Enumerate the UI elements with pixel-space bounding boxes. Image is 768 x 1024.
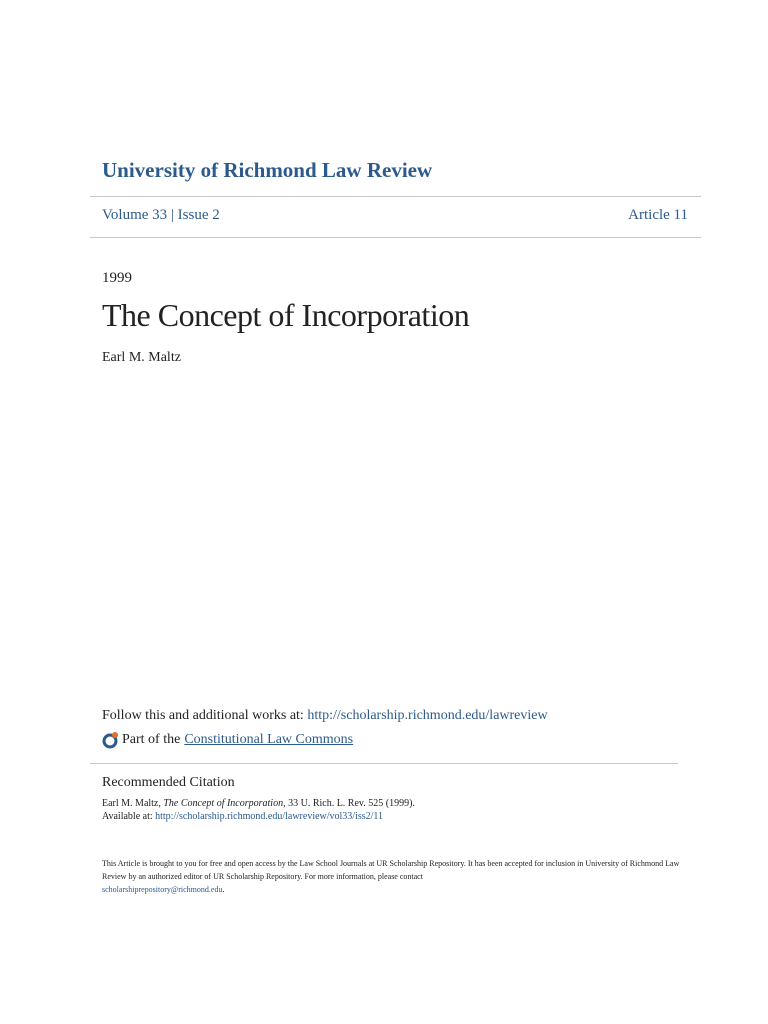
access-notice: [102, 857, 682, 896]
citation-divider: [90, 763, 678, 764]
volume-issue-separator: |: [170, 207, 174, 223]
meta-divider: [90, 237, 701, 238]
citation-line: [102, 797, 415, 810]
follow-line: [102, 708, 548, 724]
recommended-citation-heading: Recommended Citation: [102, 775, 235, 790]
part-of-prefix: Part of the: [122, 732, 181, 747]
available-line: [102, 810, 415, 823]
author-name[interactable]: Earl M. Maltz: [102, 350, 181, 365]
repository-email-link[interactable]: scholarshiprepository@richmond.edu: [102, 885, 223, 894]
citation-rest: , 33 U. Rich. L. Rev. 525 (1999).: [283, 798, 415, 809]
article-number-link[interactable]: Article 11: [628, 207, 688, 223]
citation-title: The Concept of Incorporation: [163, 798, 284, 809]
publication-year: 1999: [102, 270, 132, 286]
journal-title-link[interactable]: University of Richmond Law Review: [102, 158, 433, 182]
citation-author: Earl M. Maltz,: [102, 798, 161, 809]
available-label: Available at:: [102, 811, 153, 822]
citation-block: [102, 797, 415, 823]
follow-prefix: Follow this and additional works at:: [102, 708, 304, 723]
volume-issue: [102, 207, 220, 224]
top-divider: [90, 196, 701, 197]
article-title: The Concept of Incorporation: [102, 297, 470, 333]
article-url-link[interactable]: http://scholarship.richmond.edu/lawreview/vol33/iss2/11: [155, 811, 384, 822]
lawreview-url-link[interactable]: http://scholarship.richmond.edu/lawreview: [307, 708, 548, 723]
notice-text: This Article is brought to you for free and open access by the Law School Journals at UR Scholarship Repository. It has been accepted for inclusion in University of Richmond Law Review by an authorized editor of UR Scholarship Repository. For more information, please contact: [102, 859, 680, 881]
volume-link[interactable]: Volume 33: [102, 207, 168, 223]
issue-link[interactable]: Issue 2: [177, 207, 220, 223]
notice-end: .: [222, 885, 225, 894]
constitutional-law-commons-link[interactable]: Constitutional Law Commons: [184, 732, 354, 747]
part-of-line: [102, 731, 353, 749]
bepress-commons-icon: [102, 731, 120, 749]
